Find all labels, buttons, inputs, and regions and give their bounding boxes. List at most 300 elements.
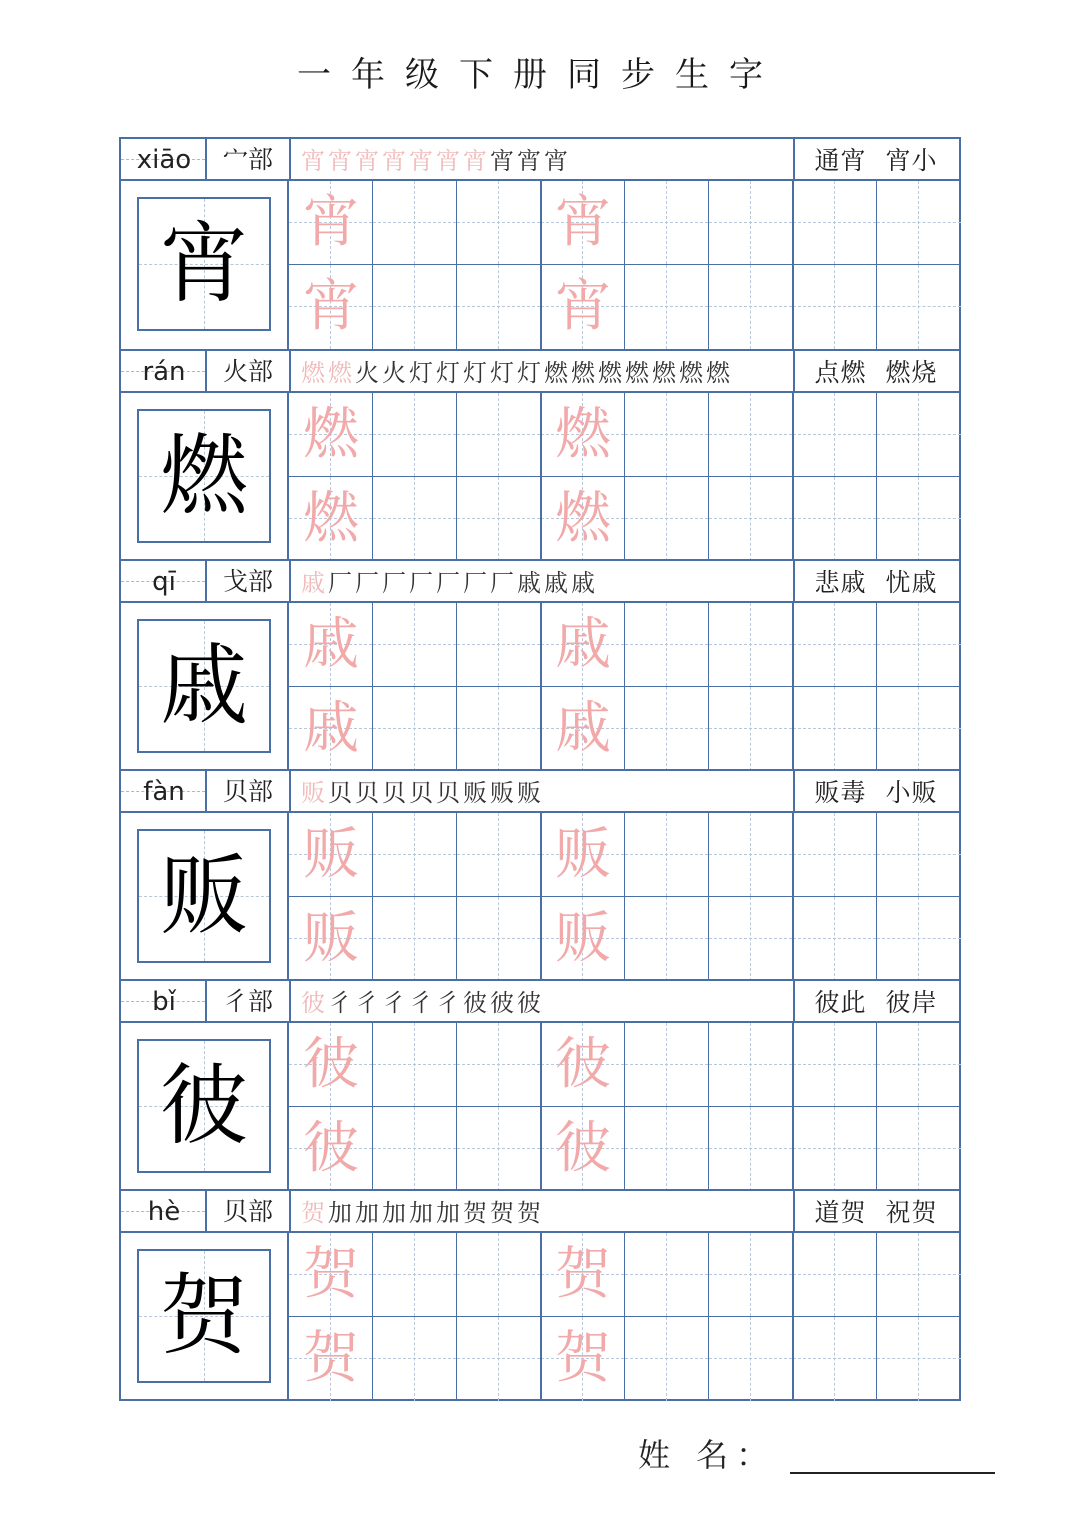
writing-cell[interactable] — [625, 813, 709, 897]
stroke-step: 贩 — [301, 779, 325, 807]
stroke-order — [293, 561, 799, 603]
pinyin: bǐ — [152, 987, 176, 1017]
guide-line — [834, 687, 835, 771]
writing-cell[interactable] — [625, 1107, 709, 1191]
stroke-step: 贺 — [517, 1199, 541, 1227]
writing-grid — [289, 1233, 959, 1401]
writing-cell[interactable] — [877, 687, 961, 771]
trace-char: 宵 — [555, 190, 611, 255]
writing-cell[interactable] — [877, 1317, 961, 1401]
guide-line — [918, 1233, 919, 1316]
writing-cell[interactable] — [289, 477, 373, 561]
stroke-step: 戚 — [571, 569, 595, 597]
guide-line — [666, 1317, 667, 1401]
stroke-step: 宵 — [301, 147, 325, 175]
guide-line — [498, 1233, 499, 1316]
guide-line — [666, 603, 667, 686]
pinyin: qī — [152, 567, 176, 597]
guide-line — [834, 477, 835, 561]
stroke-step: 加 — [382, 1199, 406, 1227]
guide-line — [414, 477, 415, 561]
stroke-step: 加 — [328, 1199, 352, 1227]
stroke-order — [293, 139, 799, 181]
guide-line — [918, 687, 919, 771]
model-char-cell — [121, 603, 289, 771]
writing-cell[interactable] — [289, 265, 373, 349]
stroke-step: 厂 — [490, 569, 514, 597]
example-words: 彼此 彼岸 — [814, 988, 938, 1017]
writing-cell[interactable] — [709, 477, 793, 561]
guide-line — [750, 1023, 751, 1106]
writing-cell[interactable] — [709, 1107, 793, 1191]
stroke-order — [293, 351, 799, 393]
writing-cell[interactable] — [793, 813, 877, 897]
name-blank-line[interactable] — [790, 1442, 995, 1474]
guide-line — [414, 181, 415, 264]
guide-line — [877, 1274, 961, 1275]
writing-cell[interactable] — [457, 687, 541, 771]
model-char-cell — [121, 181, 289, 349]
writing-cell[interactable] — [793, 1023, 877, 1107]
guide-line — [877, 306, 961, 307]
guide-line — [834, 181, 835, 264]
model-char: 贩 — [159, 844, 248, 947]
writing-cell[interactable] — [373, 1233, 457, 1317]
guide-line — [918, 603, 919, 686]
writing-cell[interactable] — [625, 477, 709, 561]
practice-area — [121, 1023, 959, 1191]
stroke-step: 彼 — [301, 989, 325, 1017]
writing-cell[interactable] — [709, 897, 793, 981]
guide-line — [877, 518, 961, 519]
guide-line — [666, 687, 667, 771]
guide-line — [498, 897, 499, 981]
guide-line — [750, 1233, 751, 1316]
char-block — [121, 769, 959, 981]
guide-line — [877, 854, 961, 855]
writing-cell[interactable] — [541, 1233, 625, 1317]
guide-line — [498, 1317, 499, 1401]
writing-cell[interactable] — [877, 897, 961, 981]
writing-cell[interactable] — [289, 603, 373, 687]
writing-cell[interactable] — [289, 1317, 373, 1401]
writing-cell[interactable] — [457, 1317, 541, 1401]
writing-cell[interactable] — [793, 393, 877, 477]
char-block — [121, 559, 959, 771]
model-char-box — [137, 1249, 271, 1383]
writing-cell[interactable] — [541, 687, 625, 771]
radical: 彳部 — [222, 987, 273, 1016]
guide-line — [750, 1107, 751, 1191]
stroke-step: 贺 — [301, 1199, 325, 1227]
guide-line — [414, 813, 415, 896]
writing-cell[interactable] — [793, 1317, 877, 1401]
section-divider — [540, 603, 542, 771]
guide-line — [877, 1358, 961, 1359]
writing-cell[interactable] — [793, 477, 877, 561]
guide-line — [918, 1107, 919, 1191]
char-header — [121, 139, 959, 181]
writing-cell[interactable] — [541, 1107, 625, 1191]
stroke-step: 火 — [355, 359, 379, 387]
writing-cell[interactable] — [709, 687, 793, 771]
guide-line — [414, 393, 415, 476]
header-divider — [289, 981, 291, 1023]
pinyin: rán — [142, 357, 186, 387]
section-divider — [540, 181, 542, 349]
guide-line — [498, 687, 499, 771]
writing-cell[interactable] — [289, 813, 373, 897]
writing-cell[interactable] — [625, 1233, 709, 1317]
stroke-step: 宵 — [490, 147, 514, 175]
writing-cell[interactable] — [541, 265, 625, 349]
guide-line — [666, 477, 667, 561]
stroke-step: 贝 — [436, 779, 460, 807]
writing-cell[interactable] — [877, 393, 961, 477]
guide-line — [666, 897, 667, 981]
writing-cell[interactable] — [457, 265, 541, 349]
writing-cell[interactable] — [373, 897, 457, 981]
guide-line — [877, 1148, 961, 1149]
stroke-step: 宵 — [544, 147, 568, 175]
char-header — [121, 561, 959, 603]
header-divider — [289, 351, 291, 393]
guide-line — [414, 1317, 415, 1401]
example-words: 道贺 祝贺 — [814, 1198, 938, 1227]
stroke-step: 贩 — [517, 779, 541, 807]
guide-line — [918, 393, 919, 476]
stroke-step: 戚 — [517, 569, 541, 597]
guide-line — [918, 477, 919, 561]
writing-cell[interactable] — [373, 265, 457, 349]
stroke-step: 贝 — [382, 779, 406, 807]
writing-cell[interactable] — [625, 181, 709, 265]
guide-line — [750, 181, 751, 264]
writing-cell[interactable] — [541, 603, 625, 687]
guide-line — [750, 813, 751, 896]
writing-cell[interactable] — [709, 393, 793, 477]
page-title: 一年级下册同步生字 — [297, 55, 783, 95]
header-divider — [289, 1191, 291, 1233]
writing-cell[interactable] — [289, 393, 373, 477]
trace-char: 贺 — [303, 1326, 359, 1391]
writing-cell[interactable] — [541, 181, 625, 265]
header-divider — [289, 771, 291, 813]
guide-line — [834, 265, 835, 349]
guide-line — [877, 938, 961, 939]
writing-cell[interactable] — [625, 603, 709, 687]
section-divider — [792, 1233, 794, 1401]
stroke-step: 彳 — [328, 989, 352, 1017]
example-words: 通宵 宵小 — [814, 146, 938, 175]
writing-cell[interactable] — [457, 603, 541, 687]
writing-cell[interactable] — [877, 1107, 961, 1191]
model-char-cell — [121, 393, 289, 561]
model-char-box — [137, 619, 271, 753]
writing-cell[interactable] — [793, 1107, 877, 1191]
section-divider — [792, 603, 794, 771]
stroke-step: 宵 — [463, 147, 487, 175]
guide-line — [877, 1064, 961, 1065]
writing-cell[interactable] — [457, 1107, 541, 1191]
trace-char: 彼 — [555, 1116, 611, 1181]
stroke-step: 宵 — [355, 147, 379, 175]
stroke-step: 加 — [355, 1199, 379, 1227]
guide-line — [877, 728, 961, 729]
stroke-step: 灯 — [409, 359, 433, 387]
writing-cell[interactable] — [373, 1107, 457, 1191]
writing-cell[interactable] — [541, 1023, 625, 1107]
writing-cell[interactable] — [457, 181, 541, 265]
guide-line — [498, 603, 499, 686]
stroke-step: 贩 — [490, 779, 514, 807]
model-char-box — [137, 1039, 271, 1173]
stroke-step: 贝 — [409, 779, 433, 807]
writing-cell[interactable] — [793, 603, 877, 687]
trace-char: 燃 — [555, 402, 611, 467]
stroke-step: 灯 — [463, 359, 487, 387]
trace-char: 燃 — [303, 402, 359, 467]
stroke-step: 彼 — [490, 989, 514, 1017]
writing-cell[interactable] — [625, 1023, 709, 1107]
guide-line — [414, 1023, 415, 1106]
guide-line — [834, 1233, 835, 1316]
writing-cell[interactable] — [709, 181, 793, 265]
writing-cell[interactable] — [709, 1023, 793, 1107]
guide-line — [834, 1317, 835, 1401]
writing-cell[interactable] — [877, 1233, 961, 1317]
writing-cell[interactable] — [457, 813, 541, 897]
guide-line — [666, 181, 667, 264]
practice-area — [121, 1233, 959, 1401]
practice-area — [121, 813, 959, 981]
writing-cell[interactable] — [877, 181, 961, 265]
writing-cell[interactable] — [541, 393, 625, 477]
stroke-order — [293, 981, 799, 1023]
section-divider — [540, 813, 542, 981]
guide-line — [498, 393, 499, 476]
stroke-step: 燃 — [301, 359, 325, 387]
stroke-step: 戚 — [544, 569, 568, 597]
writing-cell[interactable] — [793, 687, 877, 771]
guide-line — [498, 1107, 499, 1191]
stroke-step: 彼 — [463, 989, 487, 1017]
char-block — [121, 139, 959, 349]
trace-char: 贩 — [555, 822, 611, 887]
writing-cell[interactable] — [373, 813, 457, 897]
example-words: 贩毒 小贩 — [814, 778, 938, 807]
writing-cell[interactable] — [541, 813, 625, 897]
writing-cell[interactable] — [541, 1317, 625, 1401]
trace-char: 彼 — [303, 1032, 359, 1097]
guide-line — [918, 897, 919, 981]
guide-line — [498, 1023, 499, 1106]
guide-line — [877, 434, 961, 435]
writing-cell[interactable] — [709, 1233, 793, 1317]
writing-cell[interactable] — [793, 181, 877, 265]
writing-cell[interactable] — [625, 687, 709, 771]
writing-cell[interactable] — [877, 1023, 961, 1107]
name-field — [638, 1430, 995, 1480]
model-char-cell — [121, 1023, 289, 1191]
stroke-step: 厂 — [328, 569, 352, 597]
trace-char: 宵 — [303, 190, 359, 255]
radical: 火部 — [222, 357, 273, 386]
writing-cell[interactable] — [457, 897, 541, 981]
char-header — [121, 981, 959, 1023]
writing-cell[interactable] — [457, 1233, 541, 1317]
guide-line — [414, 603, 415, 686]
guide-line — [834, 393, 835, 476]
trace-char: 贩 — [303, 906, 359, 971]
writing-cell[interactable] — [793, 265, 877, 349]
model-char-cell — [121, 813, 289, 981]
name-label: 姓 名： — [638, 1436, 777, 1474]
stroke-step: 厂 — [463, 569, 487, 597]
example-words: 点燃 燃烧 — [814, 358, 938, 387]
guide-line — [414, 265, 415, 349]
guide-line — [877, 644, 961, 645]
writing-cell[interactable] — [457, 1023, 541, 1107]
writing-cell[interactable] — [457, 393, 541, 477]
guide-line — [750, 603, 751, 686]
stroke-step: 燃 — [679, 359, 703, 387]
writing-cell[interactable] — [373, 1023, 457, 1107]
writing-cell[interactable] — [373, 1317, 457, 1401]
writing-cell[interactable] — [373, 393, 457, 477]
pinyin: fàn — [143, 777, 185, 807]
trace-char: 戚 — [555, 696, 611, 761]
model-char-box — [137, 829, 271, 963]
guide-line — [414, 1233, 415, 1316]
trace-char: 燃 — [555, 486, 611, 551]
model-char: 燃 — [159, 424, 248, 527]
writing-cell[interactable] — [625, 1317, 709, 1401]
writing-cell[interactable] — [373, 603, 457, 687]
stroke-step: 燃 — [625, 359, 649, 387]
writing-cell[interactable] — [877, 265, 961, 349]
writing-cell[interactable] — [289, 1233, 373, 1317]
guide-line — [834, 813, 835, 896]
char-block — [121, 979, 959, 1191]
model-char: 贺 — [159, 1264, 248, 1367]
section-divider — [792, 181, 794, 349]
writing-cell[interactable] — [373, 687, 457, 771]
writing-grid — [289, 393, 959, 561]
example-words: 悲戚 忧戚 — [814, 568, 938, 597]
writing-cell[interactable] — [289, 181, 373, 265]
section-divider — [792, 813, 794, 981]
stroke-step: 厂 — [355, 569, 379, 597]
writing-grid — [289, 603, 959, 771]
writing-cell[interactable] — [877, 813, 961, 897]
writing-cell[interactable] — [793, 1233, 877, 1317]
guide-line — [750, 393, 751, 476]
guide-line — [666, 1023, 667, 1106]
char-header — [121, 771, 959, 813]
stroke-step: 贺 — [463, 1199, 487, 1227]
writing-cell[interactable] — [289, 897, 373, 981]
stroke-step: 彼 — [517, 989, 541, 1017]
practice-sheet — [119, 137, 961, 1401]
stroke-step: 宵 — [328, 147, 352, 175]
guide-line — [414, 897, 415, 981]
writing-cell[interactable] — [373, 477, 457, 561]
header-divider — [289, 139, 291, 181]
char-header — [121, 351, 959, 393]
stroke-step: 燃 — [598, 359, 622, 387]
writing-cell[interactable] — [541, 897, 625, 981]
practice-area — [121, 393, 959, 561]
char-block — [121, 1189, 959, 1401]
writing-cell[interactable] — [709, 265, 793, 349]
stroke-step: 宵 — [409, 147, 433, 175]
trace-char: 彼 — [555, 1032, 611, 1097]
stroke-step: 火 — [382, 359, 406, 387]
practice-area — [121, 181, 959, 349]
section-divider — [540, 393, 542, 561]
radical: 戈部 — [222, 567, 273, 596]
stroke-step: 灯 — [436, 359, 460, 387]
radical: 贝部 — [222, 1197, 273, 1226]
guide-line — [498, 813, 499, 896]
stroke-step: 燃 — [328, 359, 352, 387]
stroke-step: 戚 — [301, 569, 325, 597]
writing-cell[interactable] — [289, 1023, 373, 1107]
writing-cell[interactable] — [541, 477, 625, 561]
stroke-step: 贝 — [328, 779, 352, 807]
guide-line — [750, 687, 751, 771]
guide-line — [918, 1317, 919, 1401]
pinyin: xiāo — [136, 145, 192, 175]
writing-cell[interactable] — [289, 687, 373, 771]
writing-cell[interactable] — [625, 265, 709, 349]
stroke-step: 灯 — [490, 359, 514, 387]
stroke-step: 燃 — [652, 359, 676, 387]
trace-char: 贺 — [555, 1326, 611, 1391]
writing-cell[interactable] — [709, 1317, 793, 1401]
writing-cell[interactable] — [877, 477, 961, 561]
trace-char: 贩 — [555, 906, 611, 971]
writing-cell[interactable] — [877, 603, 961, 687]
guide-line — [750, 477, 751, 561]
writing-cell[interactable] — [793, 897, 877, 981]
writing-cell[interactable] — [457, 477, 541, 561]
guide-line — [666, 393, 667, 476]
writing-cell[interactable] — [709, 603, 793, 687]
guide-line — [750, 897, 751, 981]
stroke-step: 贝 — [355, 779, 379, 807]
stroke-step: 燃 — [544, 359, 568, 387]
guide-line — [666, 813, 667, 896]
writing-cell[interactable] — [373, 181, 457, 265]
section-divider — [540, 1233, 542, 1401]
guide-line — [666, 1107, 667, 1191]
stroke-step: 厂 — [382, 569, 406, 597]
guide-line — [877, 222, 961, 223]
guide-line — [834, 1107, 835, 1191]
writing-cell[interactable] — [625, 393, 709, 477]
stroke-step: 燃 — [706, 359, 730, 387]
writing-cell[interactable] — [289, 1107, 373, 1191]
trace-char: 彼 — [303, 1116, 359, 1181]
writing-cell[interactable] — [709, 813, 793, 897]
stroke-step: 彳 — [355, 989, 379, 1017]
writing-cell[interactable] — [625, 897, 709, 981]
guide-line — [834, 897, 835, 981]
stroke-step: 加 — [436, 1199, 460, 1227]
guide-line — [834, 1023, 835, 1106]
